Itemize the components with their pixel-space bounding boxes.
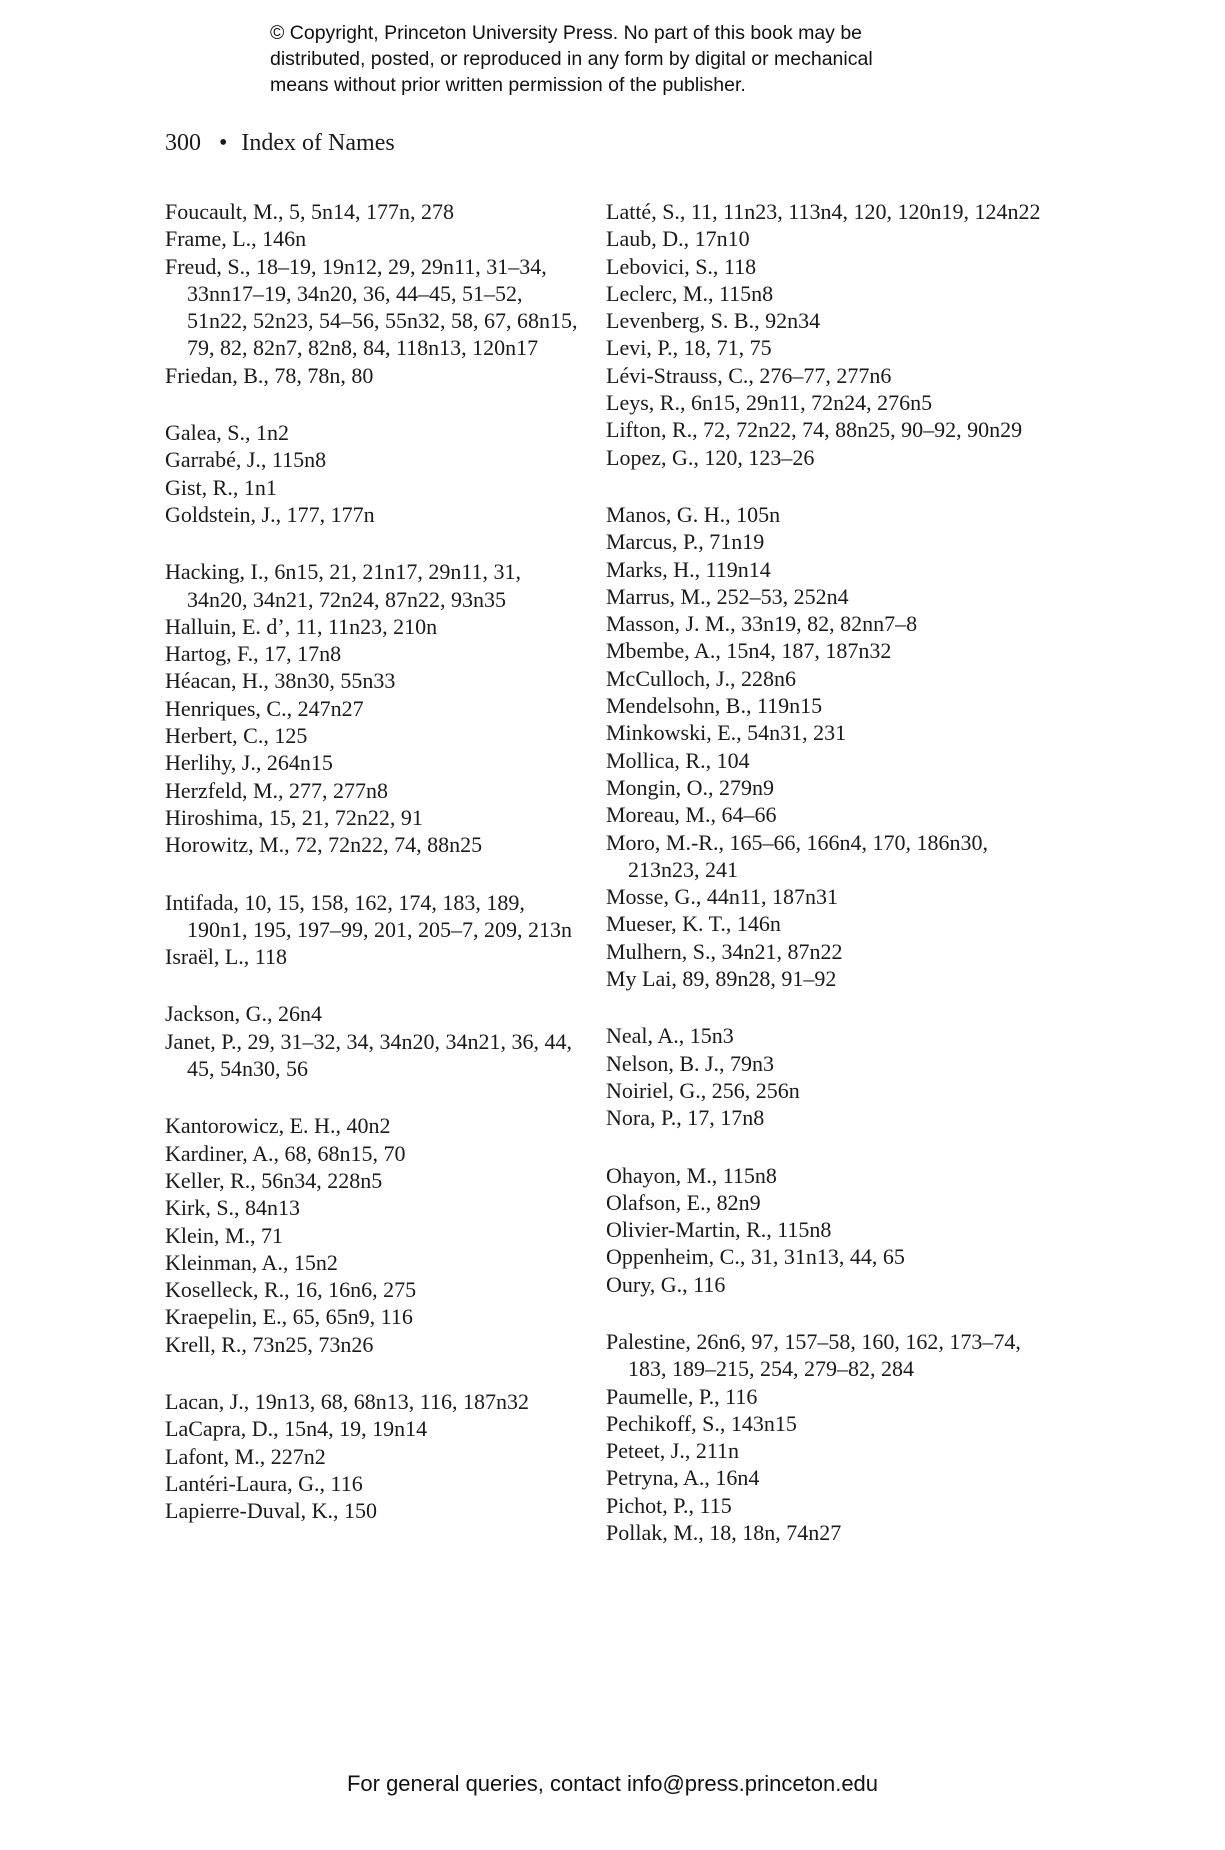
index-entry: Leys, R., 6n15, 29n11, 72n24, 276n5 <box>606 390 933 416</box>
index-letter-group <box>606 1022 1046 1131</box>
index-entry: Mollica, R., 104 <box>606 747 750 773</box>
index-entry: Lantéri-Laura, G., 116 <box>165 1470 363 1496</box>
index-entry: Janet, P., 29, 31–32, 34, 34n20, 34n21, 36, 44, 45, 54n30, 56 <box>165 1028 572 1082</box>
index-entry: Lafont, M., 227n2 <box>165 1443 326 1469</box>
index-column-right <box>606 198 1046 1576</box>
index-letter-group <box>606 501 1046 992</box>
index-entry: Héacan, H., 38n30, 55n33 <box>165 668 396 694</box>
index-entry: Pollak, M., 18, 18n, 74n27 <box>606 1520 842 1546</box>
index-entry: Levi, P., 18, 71, 75 <box>606 335 772 361</box>
index-entry: Friedan, B., 78, 78n, 80 <box>165 362 374 388</box>
index-entry: Mulhern, S., 34n21, 87n22 <box>606 938 843 964</box>
index-entry: Lebovici, S., 118 <box>606 253 757 279</box>
index-entry: Kraepelin, E., 65, 65n9, 116 <box>165 1304 413 1330</box>
index-entry: Lifton, R., 72, 72n22, 74, 88n25, 90–92, 90n29 <box>606 417 1023 443</box>
index-entry: Foucault, M., 5, 5n14, 177n, 278 <box>165 199 455 224</box>
index-entry: Marrus, M., 252–53, 252n4 <box>606 583 849 609</box>
index-entry: Paumelle, P., 116 <box>606 1383 758 1409</box>
index-entry: Nelson, B. J., 79n3 <box>606 1050 775 1076</box>
index-entry: Goldstein, J., 177, 177n <box>165 501 375 527</box>
copyright-line: © Copyright, Princeton University Press. No part of this book may be <box>270 22 863 44</box>
page-title: Index of Names <box>241 130 395 156</box>
index-letter-group <box>165 1112 585 1358</box>
index-entry: Lacan, J., 19n13, 68, 68n13, 116, 187n32 <box>165 1388 529 1414</box>
index-entry: Oppenheim, C., 31, 31n13, 44, 65 <box>606 1244 905 1270</box>
index-entry: Neal, A., 15n3 <box>606 1023 734 1049</box>
index-entry: Horowitz, M., 72, 72n22, 74, 88n25 <box>165 832 483 858</box>
index-entry: Leclerc, M., 115n8 <box>606 280 774 306</box>
index-entry: Masson, J. M., 33n19, 82, 82nn7–8 <box>606 611 918 637</box>
index-entry: Mbembe, A., 15n4, 187, 187n32 <box>606 638 892 664</box>
index-entry: Hartog, F., 17, 17n8 <box>165 641 342 667</box>
index-entry: Halluin, E. d’, 11, 11n23, 210n <box>165 613 438 639</box>
index-entry: Mueser, K. T., 146n <box>606 911 781 937</box>
index-entry: Pichot, P., 115 <box>606 1492 732 1518</box>
index-entry: Lopez, G., 120, 123–26 <box>606 444 815 470</box>
index-entry: Marks, H., 119n14 <box>606 556 771 582</box>
index-entry: Klein, M., 71 <box>165 1222 283 1248</box>
index-entry: Laub, D., 17n10 <box>606 226 750 252</box>
index-letter-group <box>165 889 585 971</box>
index-entry: Kardiner, A., 68, 68n15, 70 <box>165 1140 406 1166</box>
index-entry: Peteet, J., 211n <box>606 1438 739 1464</box>
index-entry: Krell, R., 73n25, 73n26 <box>165 1331 374 1357</box>
footer-contact: For general queries, contact info@press.princeton.edu <box>346 1771 879 1796</box>
index-entry: Gist, R., 1n1 <box>165 474 277 500</box>
index-letter-group <box>165 198 585 389</box>
index-entry: LaCapra, D., 15n4, 19, 19n14 <box>165 1416 428 1442</box>
index-entry: Manos, G. H., 105n <box>606 501 781 527</box>
index-entry: Keller, R., 56n34, 228n5 <box>165 1167 383 1193</box>
index-entry: Kirk, S., 84n13 <box>165 1195 301 1221</box>
index-entry: Oury, G., 116 <box>606 1271 726 1297</box>
index-entry: Latté, S., 11, 11n23, 113n4, 120, 120n19, 124n22 <box>606 199 1041 224</box>
index-entry: Garrabé, J., 115n8 <box>165 447 327 473</box>
index-entry: Mongin, O., 279n9 <box>606 774 775 800</box>
index-entry: Galea, S., 1n2 <box>165 420 290 446</box>
index-letter-group <box>165 419 585 528</box>
index-entry: Herlihy, J., 264n15 <box>165 750 333 776</box>
copyright-line: means without prior written permission of the publisher. <box>270 74 746 96</box>
index-entry: Herbert, C., 125 <box>165 723 308 749</box>
copyright-line: distributed, posted, or reproduced in any form by digital or mechanical <box>270 48 873 70</box>
index-entry: Hacking, I., 6n15, 21, 21n17, 29n11, 31, 34n20, 34n21, 72n24, 87n22, 93n35 <box>165 559 522 612</box>
index-entry: Noiriel, G., 256, 256n <box>606 1077 800 1103</box>
separator-bullet: • <box>219 130 228 156</box>
index-entry: Pechikoff, S., 143n15 <box>606 1410 797 1436</box>
copyright-notice <box>270 20 970 98</box>
index-entry: Moreau, M., 64–66 <box>606 802 777 828</box>
index-entry: Ohayon, M., 115n8 <box>606 1162 777 1188</box>
index-entry: Marcus, P., 71n19 <box>606 529 765 555</box>
index-entry: McCulloch, J., 228n6 <box>606 665 797 691</box>
index-entry: Lévi-Strauss, C., 276–77, 277n6 <box>606 362 892 388</box>
index-entry: Nora, P., 17, 17n8 <box>606 1105 765 1131</box>
index-entry: Kantorowicz, E. H., 40n2 <box>165 1113 391 1139</box>
index-letter-group <box>165 1000 585 1082</box>
index-entry: My Lai, 89, 89n28, 91–92 <box>606 966 837 992</box>
index-entry: Intifada, 10, 15, 158, 162, 174, 183, 189, 190n1, 195, 197–99, 201, 205–7, 209, 213n <box>165 889 572 942</box>
index-entry: Jackson, G., 26n4 <box>165 1001 323 1027</box>
page-number: 300 <box>165 130 201 156</box>
index-letter-group <box>165 558 585 858</box>
index-entry: Moro, M.-R., 165–66, 166n4, 170, 186n30, 213n23, 241 <box>606 829 988 882</box>
index-entry: Frame, L., 146n <box>165 226 307 252</box>
index-letter-group <box>165 1388 585 1524</box>
index-letter-group <box>606 1162 1046 1298</box>
index-entry: Henriques, C., 247n27 <box>165 695 364 721</box>
index-entry: Olafson, E., 82n9 <box>606 1189 761 1215</box>
index-entry: Palestine, 26n6, 97, 157–58, 160, 162, 173–74, 183, 189–215, 254, 279–82, 284 <box>606 1328 1021 1382</box>
index-entry: Olivier-Martin, R., 115n8 <box>606 1217 832 1243</box>
index-entry: Lapierre-Duval, K., 150 <box>165 1498 377 1524</box>
index-entry: Mosse, G., 44n11, 187n31 <box>606 884 839 910</box>
index-entry: Kleinman, A., 15n2 <box>165 1249 338 1275</box>
running-head <box>165 128 395 158</box>
index-entry: Israël, L., 118 <box>165 944 287 970</box>
index-entry: Levenberg, S. B., 92n34 <box>606 308 821 334</box>
index-entry: Petryna, A., 16n4 <box>606 1465 760 1491</box>
index-letter-group <box>606 1328 1046 1546</box>
index-column-left <box>165 198 585 1554</box>
index-entry: Hiroshima, 15, 21, 72n22, 91 <box>165 804 423 830</box>
index-entry: Mendelsohn, B., 119n15 <box>606 693 823 719</box>
index-entry: Minkowski, E., 54n31, 231 <box>606 720 847 746</box>
index-entry: Koselleck, R., 16, 16n6, 275 <box>165 1277 417 1303</box>
index-entry: Freud, S., 18–19, 19n12, 29, 29n11, 31–34, 33nn17–19, 34n20, 36, 44–45, 51–52, 51n22, 52n23, 54–56, 55n32, 58, 67, 68n15, 79, 82, 82n7, 82n8, 84, 118n13, 120n17 <box>165 253 578 361</box>
index-entry: Herzfeld, M., 277, 277n8 <box>165 777 389 803</box>
index-letter-group <box>606 198 1046 471</box>
